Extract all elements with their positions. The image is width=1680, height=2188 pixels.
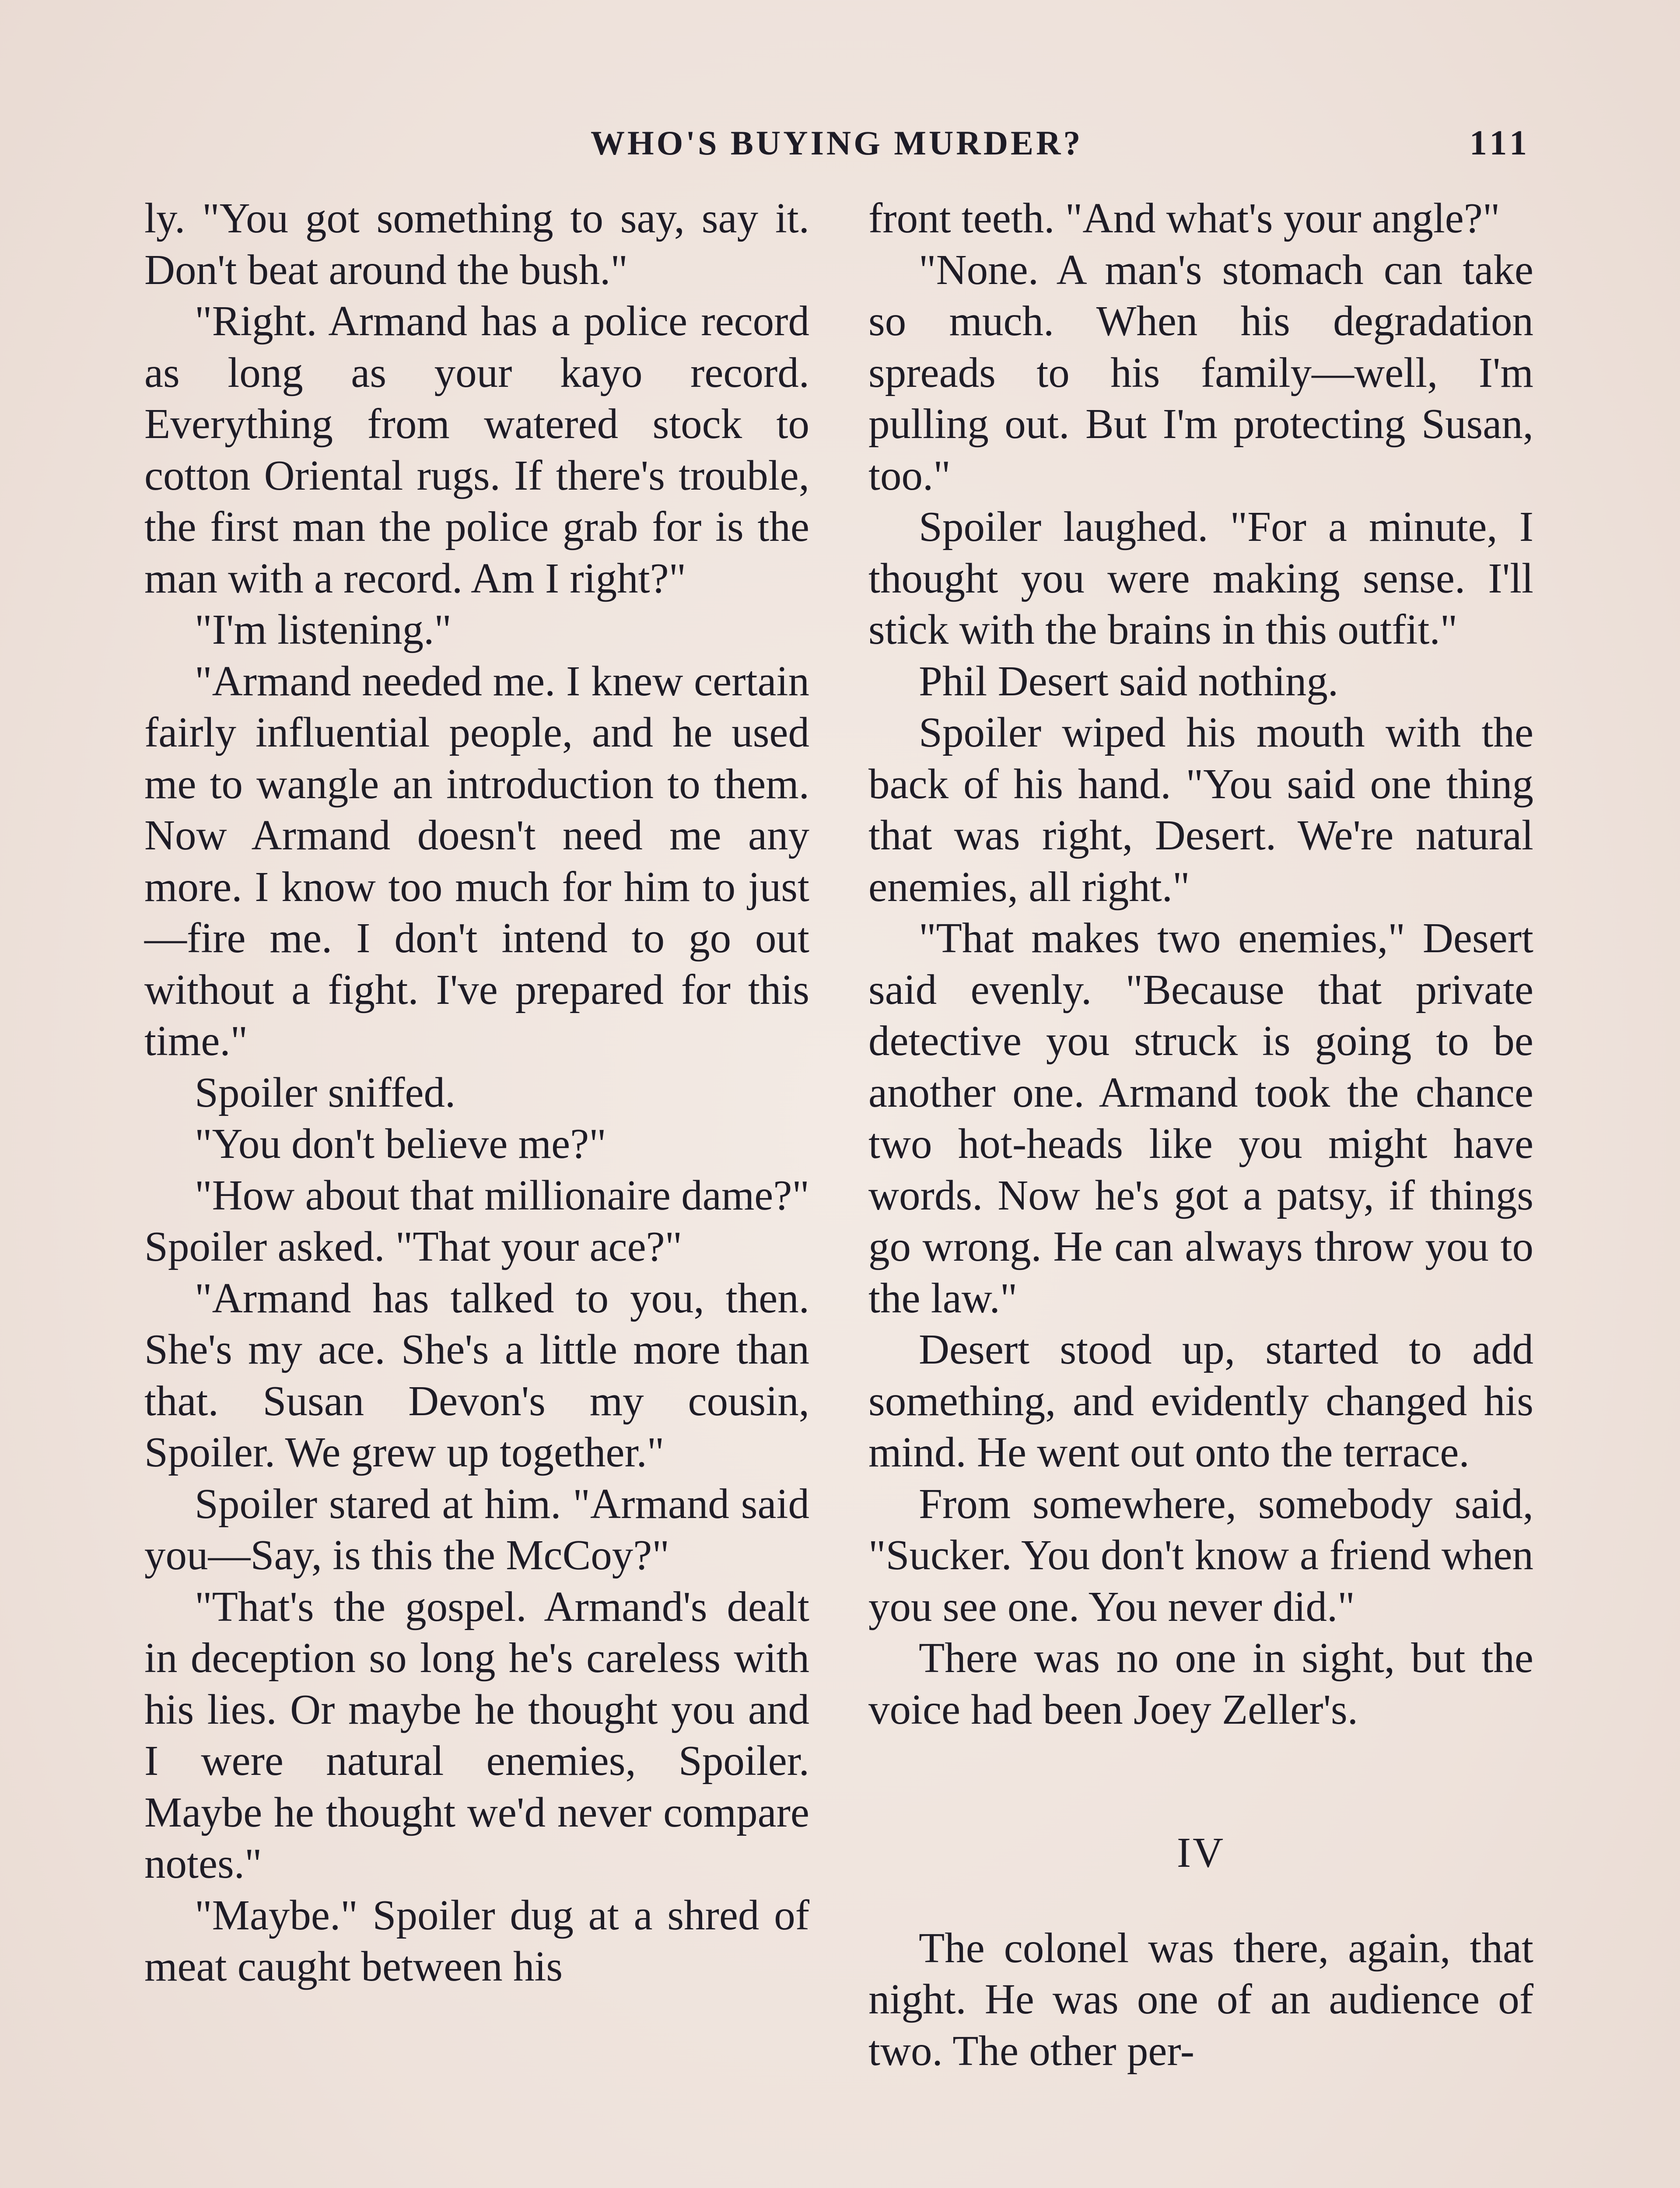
page-number: 111 (1469, 124, 1531, 162)
paragraph: Phil Desert said nothing. (919, 657, 1339, 705)
paragraph: front teeth. "And what's your angle?" (868, 195, 1500, 242)
paragraph: "How about that millionaire dame?" Spoiler asked. "That your ace?" (144, 1171, 809, 1270)
paragraph: "I'm listening." (195, 606, 452, 653)
right-column (868, 193, 1533, 2076)
paragraph: "Armand has talked to you, then. She's my ace. She's a little more than that. Susan Devon's my cousin, Spoiler. We grew up together." (144, 1274, 809, 1476)
paragraph: Spoiler stared at him. "Armand said you—Say, is this the McCoy?" (144, 1480, 809, 1578)
paragraph: "None. A man's stomach can take so much. When his degradation spreads to his family—well, I'm pulling out. But I'm protecting Susan, too." (868, 246, 1533, 499)
paragraph: Desert stood up, started to add something, and evidently changed his mind. He went out onto the terrace. (868, 1326, 1533, 1476)
paragraph: "That's the gospel. Armand's dealt in deception so long he's careless with his lies. Or maybe he thought you and I were natural enemies, Spoiler. Maybe he thought we'd never compare notes." (144, 1583, 809, 1887)
running-title: WHO'S BUYING MURDER? (591, 124, 1083, 162)
paragraph: "Armand needed me. I knew certain fairly influential people, and he used me to wangle an introduction to them. Now Armand doesn't need me any more. I know too much for him to just —fire me. I don't intend to go out without a fight. I've prepared for this time." (144, 657, 809, 1064)
paragraph: "Maybe." Spoiler dug at a shred of meat caught between his (144, 1891, 809, 1990)
paragraph: The colonel was there, again, that night. He was one of an audience of two. The other per- (868, 1924, 1533, 2074)
paragraph: Spoiler laughed. "For a minute, I thought you were making sense. I'll stick with the brains in this outfit." (868, 503, 1533, 653)
left-column (144, 193, 809, 1992)
section-heading: IV (1176, 1829, 1225, 1876)
paragraph: "You don't believe me?" (195, 1120, 606, 1167)
paragraph: There was no one in sight, but the voice had been Joey Zeller's. (868, 1634, 1533, 1733)
paragraph: From somewhere, somebody said, "Sucker. You don't know a friend when you see one. You never did." (868, 1480, 1533, 1630)
paragraph: Spoiler wiped his mouth with the back of his hand. "You said one thing that was right, Desert. We're natural enemies, all right." (868, 709, 1533, 910)
paragraph: "That makes two enemies," Desert said evenly. "Because that private detective you struck is going to be another one. Armand took the chance two hot-heads like you might have words. Now he's got a patsy, if things go wrong. He can always throw you to the law." (868, 915, 1533, 1322)
running-head (591, 123, 1531, 172)
paragraph: "Right. Armand has a police record as long as your kayo record. Everything from watered stock to cotton Oriental rugs. If there's trouble, the first man the police grab for is the man with a record. Am I right?" (144, 298, 809, 602)
paragraph: ly. "You got something to say, say it. Don't beat around the bush." (144, 195, 809, 293)
paragraph: Spoiler sniffed. (195, 1069, 456, 1116)
